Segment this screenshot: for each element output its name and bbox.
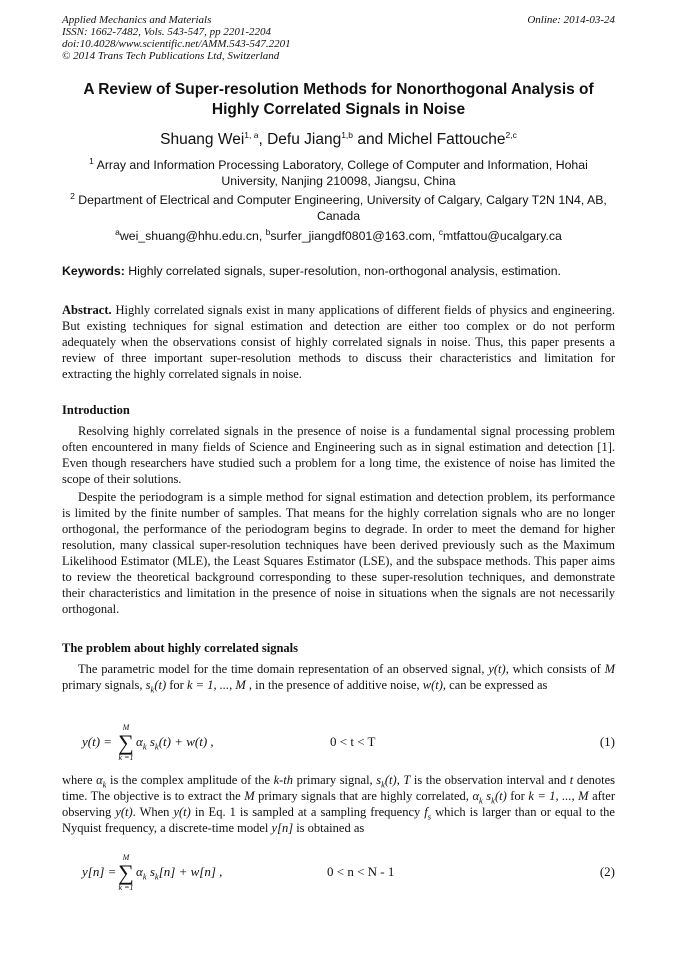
math-var: α <box>472 789 479 803</box>
equation-2 <box>62 846 615 896</box>
keywords-label: Keywords: <box>62 264 125 278</box>
text-run: for <box>166 678 187 692</box>
text-run: for <box>506 789 529 803</box>
journal-issn: ISSN: 1662-7482, Vols. 543-547, pp 2201-2204 <box>62 26 271 38</box>
email: wei_shuang@hhu.edu.cn, <box>119 229 266 243</box>
email: mtfattou@ucalgary.ca <box>442 229 562 243</box>
equation-rhs: $\alpha_k$ $s_k[n] + w[n]$ , <box>136 864 223 882</box>
math-var: α <box>96 773 103 787</box>
equation-number: (1) <box>599 734 615 749</box>
sum-lower-limit: k =1 <box>118 753 134 762</box>
abstract <box>62 302 615 382</box>
summation-symbol: M ∑ k =1 <box>118 723 134 762</box>
summation-symbol: M ∑ k =1 <box>118 853 134 892</box>
equation-number: (2) <box>599 864 615 879</box>
author-sup: 1, a <box>244 129 259 140</box>
math-var: y(t) <box>488 662 506 676</box>
math-var: w(t) <box>422 678 443 692</box>
equation-rhs: $\alpha_k$ $s_k(t) + w(t)$ , <box>136 734 214 752</box>
author-list <box>62 131 615 149</box>
text-run: in Eq. 1 is sampled at a sampling frequency <box>190 805 425 819</box>
math-var: s <box>482 789 492 803</box>
sum-upper-limit: M <box>122 853 130 862</box>
text-run: is the complex amplitude of the <box>106 773 274 787</box>
sum-upper-limit: M <box>122 723 130 732</box>
affiliation-1 <box>62 157 615 189</box>
intro-paragraph-1: Resolving highly correlated signals in the presence of noise is a fundamental signal processing problem often encountered in many fields of Science and Engineering such as in signal estimation and detection [1]. Even though researchers have studied such a problem for a long time, the existence of noise has limited the scope of their solutions. <box>62 424 615 486</box>
text-run: . When <box>132 805 174 819</box>
math-sub: k <box>381 779 385 790</box>
keywords-text: Highly correlated signals, super-resolution, non-orthogonal analysis, estimation. <box>124 264 561 278</box>
author-name: Michel Fattouche <box>387 131 506 148</box>
math-var: T <box>403 773 411 787</box>
keywords <box>62 264 615 278</box>
paper-title: A Review of Super-resolution Methods for Nonorthogonal Analysis of Highly Correlated Signals in Noise <box>83 81 594 118</box>
affiliation-sup: 1 <box>89 155 94 166</box>
math-var: y(t) <box>173 805 191 819</box>
journal-name: Applied Mechanics and Materials <box>62 14 212 26</box>
problem-paragraph-2 <box>62 772 615 836</box>
math-var: (t) <box>384 773 397 787</box>
math-sub: k <box>491 795 495 806</box>
section-heading-introduction: Introduction <box>62 403 130 417</box>
text-run: The parametric model for the time domain representation of an observed signal, <box>78 662 489 676</box>
math-sub: s <box>427 811 432 822</box>
math-var: (t) <box>154 678 167 692</box>
math-sub: k <box>479 795 483 806</box>
author-name: Shuang Wei <box>160 131 245 148</box>
author-sup: 1,b <box>341 129 354 140</box>
text-run: , which consists of <box>505 662 605 676</box>
text-run: denotes time. The objective is to extract the <box>62 773 616 803</box>
text-run: which is larger than or equal to the Nyquist frequency, a discrete-time model <box>62 805 615 835</box>
text-run: primary signal, <box>293 773 377 787</box>
text-run: primary signals that are highly correlated, <box>254 789 473 803</box>
email-sup: a <box>115 226 120 237</box>
affiliation-text: Array and Information Processing Laboratory, College of Computer and Information, Hohai University, Nanjing 210098, Jiangsu, China <box>96 158 588 188</box>
problem-paragraph-1 <box>62 661 615 693</box>
email: surfer_jiangdf0801@163.com, <box>270 229 439 243</box>
equation-condition: 0 < t < T <box>330 734 376 749</box>
math-var: (t) <box>494 789 507 803</box>
math-sub: k <box>150 684 155 695</box>
math-sub: k <box>102 779 107 790</box>
math-var: f <box>424 805 428 819</box>
email-sup: c <box>438 226 443 237</box>
journal-doi: doi:10.4028/www.scientific.net/AMM.543-547.2201 <box>62 38 291 50</box>
section-heading-problem: The problem about highly correlated signals <box>62 641 299 655</box>
equation-lhs: y[n] = <box>82 864 117 879</box>
math-var: y[n] <box>271 821 294 835</box>
text-run: , can be expressed as <box>442 678 548 692</box>
affiliation-2 <box>62 192 615 224</box>
math-var: t <box>569 773 574 787</box>
affiliation-text: Department of Electrical and Computer Engineering, University of Calgary, Calgary T2N 1N4, AB, Canada <box>78 193 607 223</box>
author-separator: and <box>353 131 388 148</box>
text-run: primary signals, <box>62 678 146 692</box>
online-date: Online: 2014-03-24 <box>527 14 615 26</box>
email-list <box>62 226 615 243</box>
math-var: k = 1, ..., M <box>186 678 246 692</box>
equation-condition: 0 < n < N - 1 <box>327 864 395 879</box>
text-run: after observing <box>62 789 615 819</box>
author-sup: 2,c <box>505 129 517 140</box>
journal-header <box>62 14 291 62</box>
abstract-text: Highly correlated signals exist in many applications of different fields of physics and engineering. But existing techniques for signal estimation and detection are either too complex or do not perform adequately when the observations consist of highly correlated signals in noise. Thus, this paper presents a review of three important super-resolution methods to discuss their characteristics and limitation for extracting the highly correlated signals in noise. <box>62 303 615 381</box>
text-run: is obtained as <box>293 821 365 835</box>
math-var: M <box>244 789 255 803</box>
text-run: where <box>62 773 97 787</box>
intro-paragraph-2: Despite the periodogram is a simple method for signal estimation and detection problem, its performance is limited by the finite number of samples. That means for the highly correlation signals who are no longer orthogonal, the performance of the periodogram begins to degrade. In order to meet the demand for higher resolution, many classical super-resolution techniques have been derived previously such as the Maximum Likelihood Estimator (MLE), the Least Squares Estimator (LSE), and the subspace methods. This paper aims to review the theoretical background corresponding to these super-resolution techniques, and demonstrate their characteristics and limitation in the presence of noise in situations when the signals are not necessarily orthogonal. <box>62 490 615 616</box>
author-separator: , <box>258 131 268 148</box>
text-run: , in the presence of additive noise, <box>245 678 423 692</box>
math-var: k = 1, ..., M <box>528 789 589 803</box>
journal-copyright: © 2014 Trans Tech Publications Ltd, Switzerland <box>62 50 280 62</box>
math-var: k-th <box>273 773 294 787</box>
math-var: s <box>376 773 382 787</box>
sum-lower-limit: k =1 <box>118 883 134 892</box>
email-sup: b <box>265 226 271 237</box>
equation-1 <box>62 716 615 766</box>
equation-lhs: y(t) = <box>82 734 113 749</box>
abstract-label: Abstract. <box>62 303 112 317</box>
text-run: is the observation interval and <box>410 773 570 787</box>
math-var: M <box>604 662 615 676</box>
author-name: Defu Jiang <box>267 131 342 148</box>
text-run: , <box>396 773 404 787</box>
affiliation-sup: 2 <box>70 190 75 201</box>
math-var: y(t) <box>115 805 133 819</box>
math-var: s <box>145 678 151 692</box>
